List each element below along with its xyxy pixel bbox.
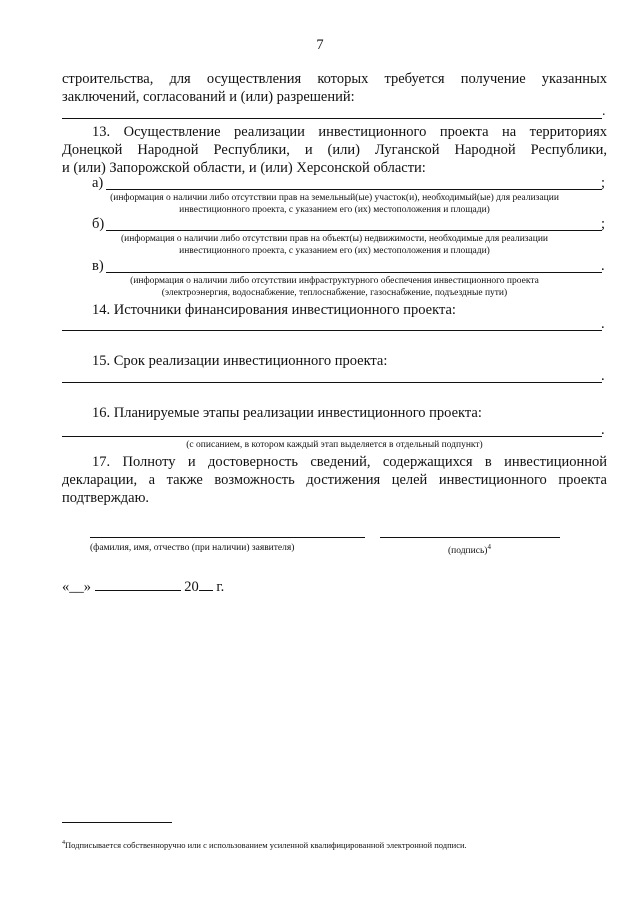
item13-c-end: . <box>601 258 605 274</box>
signature-caption: (подпись) <box>448 546 488 557</box>
item17-line-2: декларации, а также возможность достижения целей инвестиционного проекта <box>62 472 607 488</box>
item13-c-note-2: (электроэнергия, водоснабжение, теплоснабжение, газоснабжение, подъездные пути) <box>161 288 508 298</box>
item13-b-label: б) <box>92 216 105 232</box>
item13-a-end: ; <box>601 175 606 191</box>
item16-blank <box>62 436 602 437</box>
date-close-quote: » <box>83 579 91 595</box>
item14-blank <box>62 330 602 331</box>
footnote-text: Подписывается собственноручно или с использованием усиленной квалифицированной электронной подписи. <box>65 840 467 850</box>
item16-end: . <box>601 422 605 438</box>
signature-footnote-mark: 4 <box>487 543 491 551</box>
item16-text: 16. Планируемые этапы реализации инвестиционного проекта: <box>92 405 482 421</box>
signature-caption-wrap <box>448 543 491 556</box>
date-line <box>62 577 224 596</box>
item13-b-note-2: инвестиционного проекта, с указанием его (их) местоположения и площади) <box>179 246 490 256</box>
intro-blank-end: . <box>602 104 606 119</box>
item17-line-1: 17. Полноту и достоверность сведений, содержащихся в инвестиционной <box>92 454 607 470</box>
date-year-suffix: г. <box>216 579 225 595</box>
item17-line-3: подтверждаю. <box>62 490 150 506</box>
item15-blank <box>62 382 602 383</box>
item13-line-2: Донецкой Народной Республики, и (или) Луганской Народной Республики, <box>62 142 607 158</box>
page-number: 7 <box>316 37 324 53</box>
item16-note: (с описанием, в котором каждый этап выделяется в отдельный подпункт) <box>186 440 483 450</box>
date-year-blank <box>199 577 213 591</box>
intro-blank-line <box>62 118 602 119</box>
date-month-blank <box>95 577 181 591</box>
item14-end: . <box>601 316 605 332</box>
item13-b-blank <box>106 230 602 231</box>
item13-c-note-1: (информация о наличии либо отсутствии инфраструктурного обеспечения инвестиционного проекта <box>130 276 539 286</box>
item13-line-1: 13. Осуществление реализации инвестиционного проекта на территориях <box>92 124 607 140</box>
date-open-quote: « <box>62 579 70 595</box>
intro-line-2: заключений, согласований и (или) разрешений: <box>62 89 355 105</box>
item13-b-end: ; <box>601 216 606 232</box>
applicant-name-line <box>90 537 365 538</box>
date-year-prefix: 20 <box>184 579 199 595</box>
item13-a-blank <box>106 189 602 190</box>
footnote <box>62 840 467 850</box>
item15-end: . <box>601 368 605 384</box>
applicant-name-caption: (фамилия, имя, отчество (при наличии) заявителя) <box>90 543 295 553</box>
item13-b-note-1: (информация о наличии либо отсутствии прав на объект(ы) недвижимости, необходимые для реализации <box>120 234 548 244</box>
item13-a-note-1: (информация о наличии либо отсутствии прав на земельный(ые) участок(и), необходимый(ые) для реализации <box>110 193 559 203</box>
item13-a-note-2: инвестиционного проекта, с указанием его (их) местоположения и площади) <box>179 205 490 215</box>
footnote-separator <box>62 822 172 823</box>
item13-c-blank <box>106 272 602 273</box>
item14-text: 14. Источники финансирования инвестиционного проекта: <box>92 302 456 318</box>
item13-a-label: а) <box>92 175 104 191</box>
signature-line <box>380 537 560 538</box>
date-day-blank: __ <box>69 579 84 595</box>
item15-text: 15. Срок реализации инвестиционного проекта: <box>92 353 388 369</box>
footnote-mark: 4 <box>62 840 65 847</box>
item13-line-3: и (или) Запорожской области, и (или) Херсонской области: <box>62 160 426 176</box>
intro-line-1: строительства, для осуществления которых требуется получение указанных <box>62 71 607 87</box>
item13-c-label: в) <box>92 258 104 274</box>
